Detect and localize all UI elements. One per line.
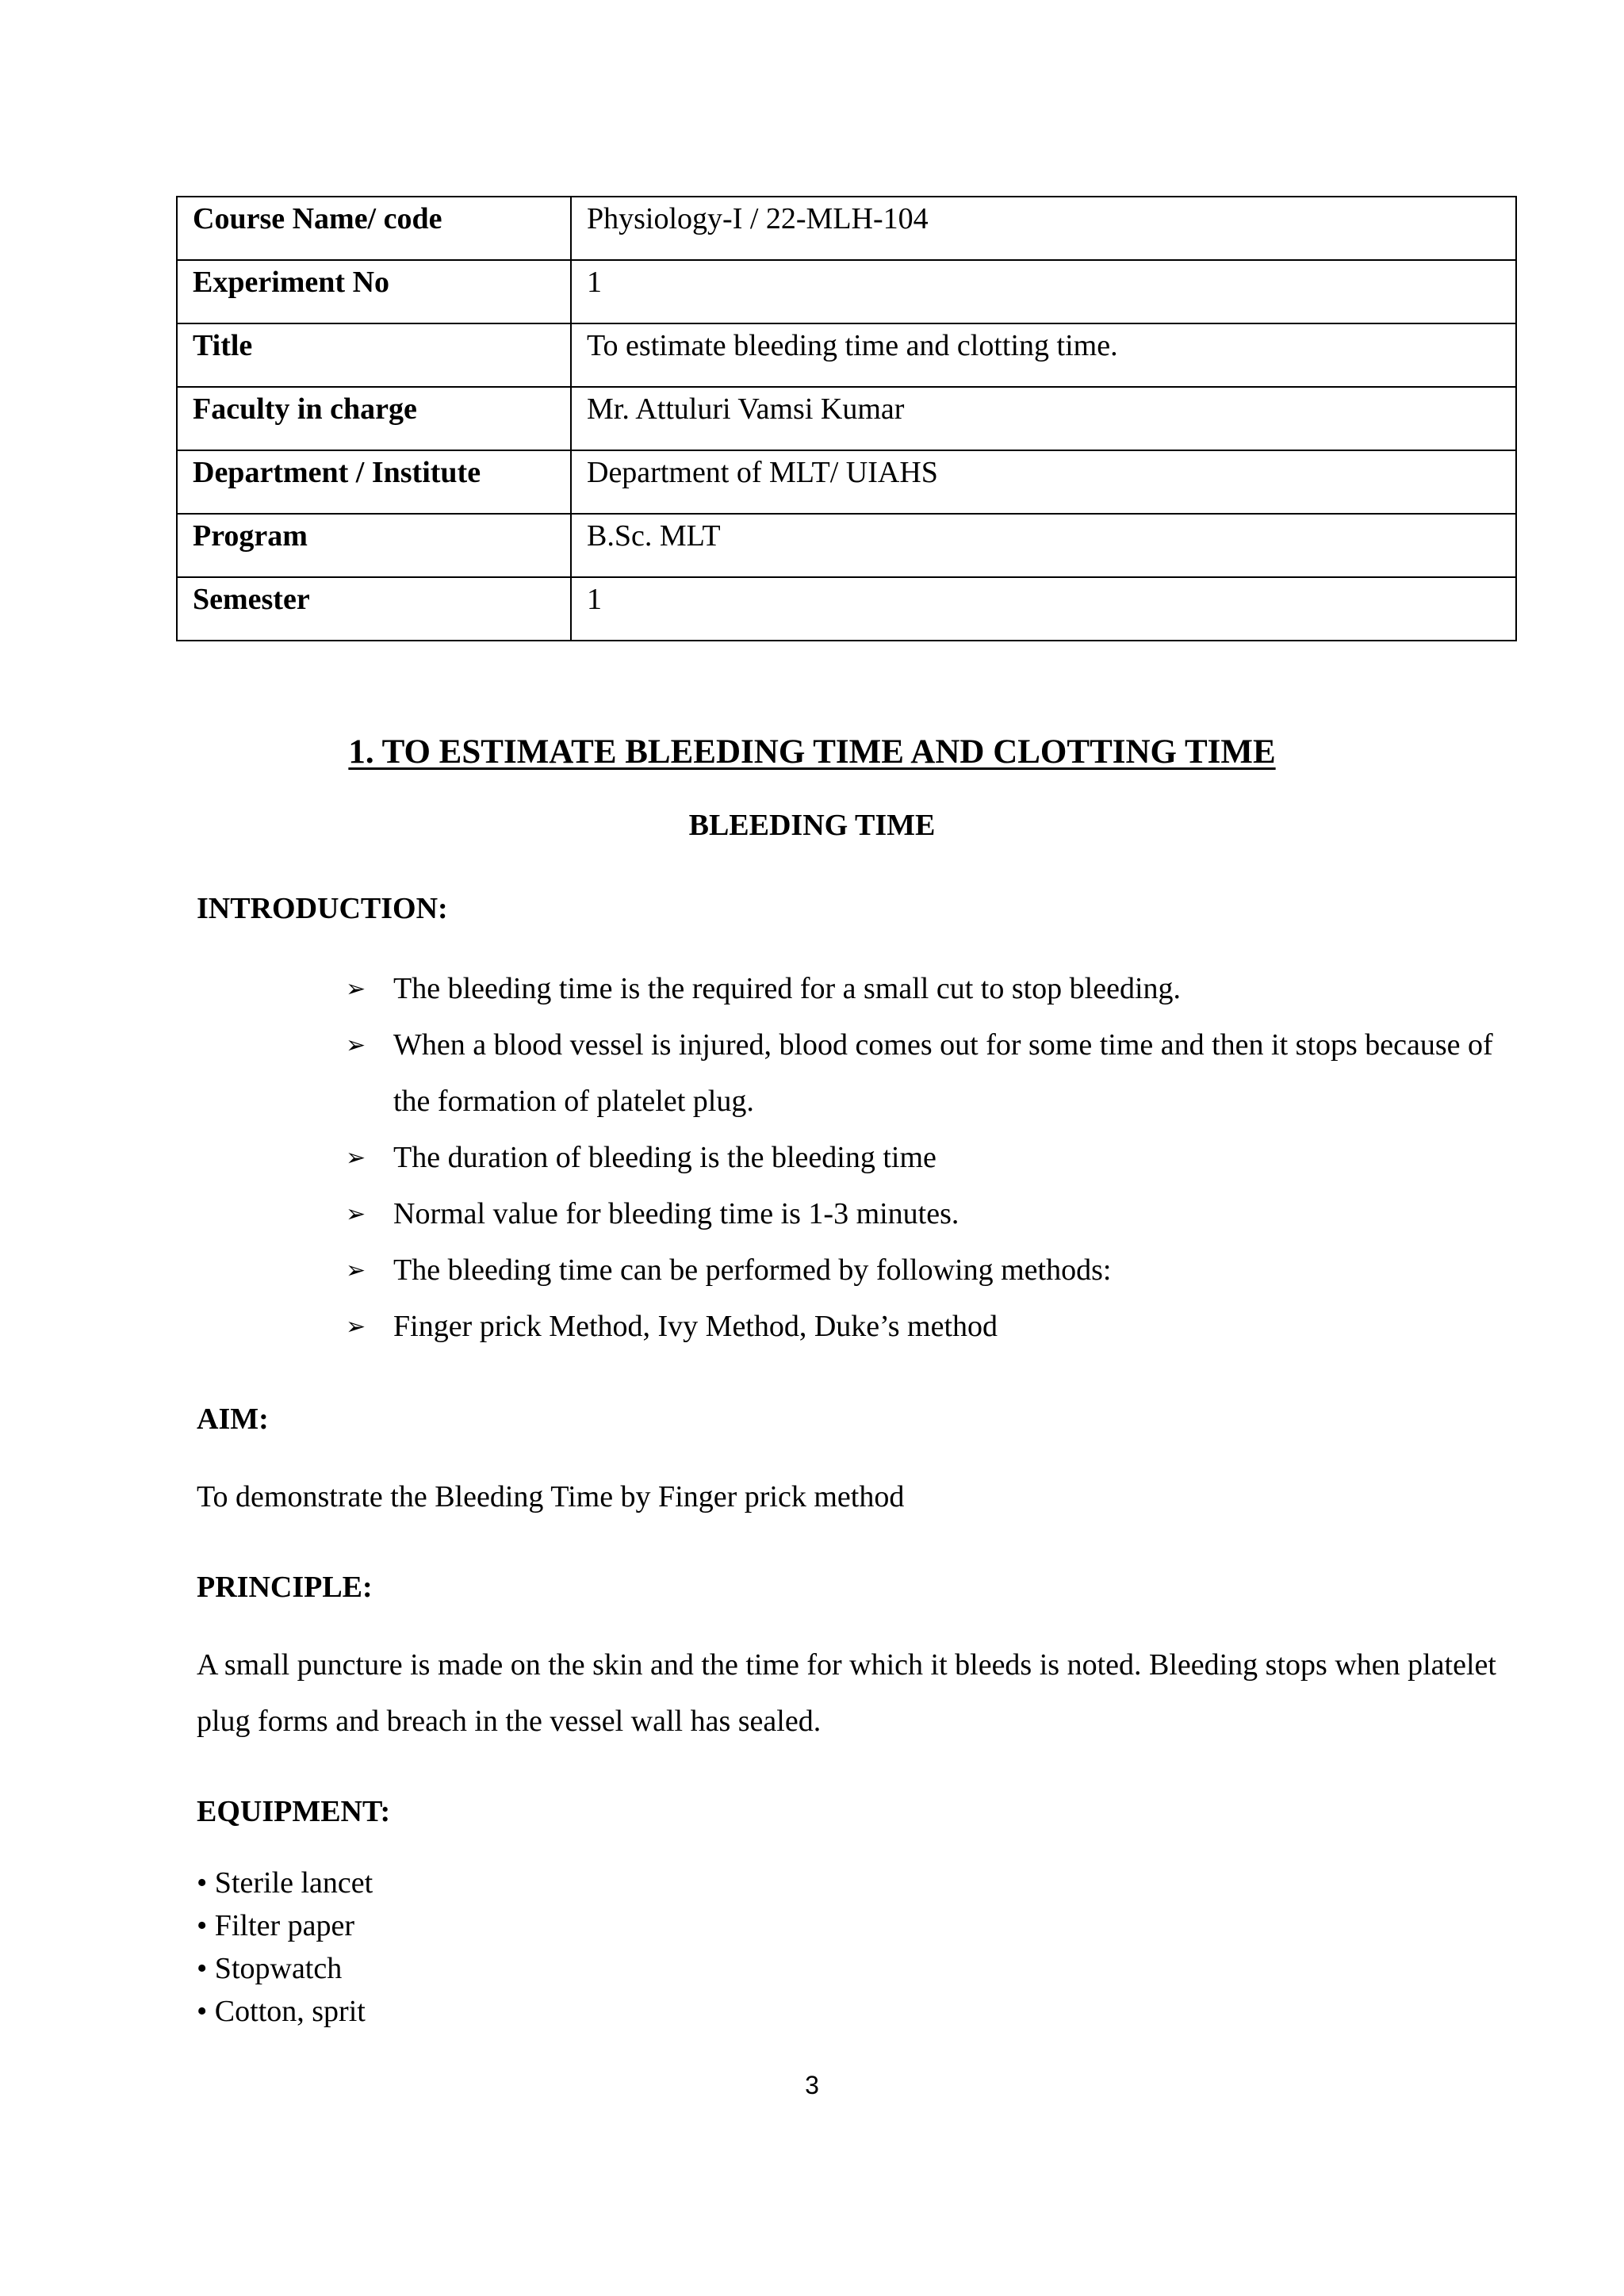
row-label: Experiment No bbox=[177, 260, 571, 323]
list-item bbox=[341, 1130, 1515, 1186]
list-item: • Filter paper bbox=[197, 1909, 355, 1942]
list-item bbox=[341, 1242, 1515, 1299]
table-row bbox=[177, 577, 1516, 641]
list-item: • Sterile lancet bbox=[197, 1866, 373, 1900]
row-value: 1 bbox=[571, 577, 1516, 641]
arrow-bullet-icon: ➢ bbox=[346, 1257, 366, 1284]
list-item-text: When a blood vessel is injured, blood comes out for some time and then it stops because of the formation of platelet plug. bbox=[393, 1028, 1493, 1118]
list-item bbox=[341, 1186, 1515, 1242]
list-item-text: Finger prick Method, Ivy Method, Duke’s method bbox=[393, 1310, 998, 1343]
arrow-bullet-icon: ➢ bbox=[346, 1144, 366, 1172]
row-value: To estimate bleeding time and clotting time. bbox=[571, 323, 1516, 387]
list-item bbox=[341, 1017, 1515, 1130]
table-row bbox=[177, 197, 1516, 260]
list-item: • Stopwatch bbox=[197, 1952, 343, 1985]
arrow-bullet-icon: ➢ bbox=[346, 1313, 366, 1341]
table-row bbox=[177, 387, 1516, 450]
page-title bbox=[0, 733, 1624, 771]
aim-text: To demonstrate the Bleeding Time by Finger prick method bbox=[197, 1480, 905, 1513]
row-value: Physiology-I / 22-MLH-104 bbox=[571, 197, 1516, 260]
aim-heading: AIM: bbox=[197, 1402, 269, 1436]
row-label: Program bbox=[177, 514, 571, 577]
table-row bbox=[177, 450, 1516, 514]
introduction-list bbox=[341, 961, 1515, 1355]
principle-heading: PRINCIPLE: bbox=[197, 1571, 373, 1604]
section-title: BLEEDING TIME bbox=[688, 809, 936, 842]
row-value: Mr. Attuluri Vamsi Kumar bbox=[571, 387, 1516, 450]
introduction-heading: INTRODUCTION: bbox=[197, 892, 448, 925]
row-label: Faculty in charge bbox=[177, 387, 571, 450]
arrow-bullet-icon: ➢ bbox=[346, 975, 366, 1003]
list-item-text: The duration of bleeding is the bleeding time bbox=[393, 1141, 936, 1174]
arrow-bullet-icon: ➢ bbox=[346, 1031, 366, 1059]
page-number: 3 bbox=[805, 2071, 819, 2099]
equipment-list bbox=[197, 1862, 373, 2033]
row-value: Department of MLT/ UIAHS bbox=[571, 450, 1516, 514]
row-value: 1 bbox=[571, 260, 1516, 323]
row-label: Semester bbox=[177, 577, 571, 641]
table-row bbox=[177, 260, 1516, 323]
page-title-text: 1. TO ESTIMATE BLEEDING TIME AND CLOTTING TIME bbox=[348, 733, 1276, 771]
list-item-text: Normal value for bleeding time is 1-3 minutes. bbox=[393, 1197, 959, 1230]
row-label: Department / Institute bbox=[177, 450, 571, 514]
table-row bbox=[177, 323, 1516, 387]
row-value: B.Sc. MLT bbox=[571, 514, 1516, 577]
list-item bbox=[341, 961, 1515, 1017]
list-item bbox=[341, 1299, 1515, 1355]
row-label: Course Name/ code bbox=[177, 197, 571, 260]
arrow-bullet-icon: ➢ bbox=[346, 1200, 366, 1228]
list-item-text: The bleeding time is the required for a small cut to stop bleeding. bbox=[393, 972, 1182, 1005]
list-item-text: The bleeding time can be performed by following methods: bbox=[393, 1253, 1112, 1287]
list-item: • Cotton, sprit bbox=[197, 1995, 366, 2028]
row-label: Title bbox=[177, 323, 571, 387]
equipment-heading: EQUIPMENT: bbox=[197, 1795, 391, 1828]
table-row bbox=[177, 514, 1516, 577]
course-info-table bbox=[176, 196, 1517, 641]
principle-text: A small puncture is made on the skin and the time for which it bleeds is noted. Bleeding stops when platelet plug forms and breach in the vessel wall has sealed. bbox=[197, 1648, 1496, 1738]
